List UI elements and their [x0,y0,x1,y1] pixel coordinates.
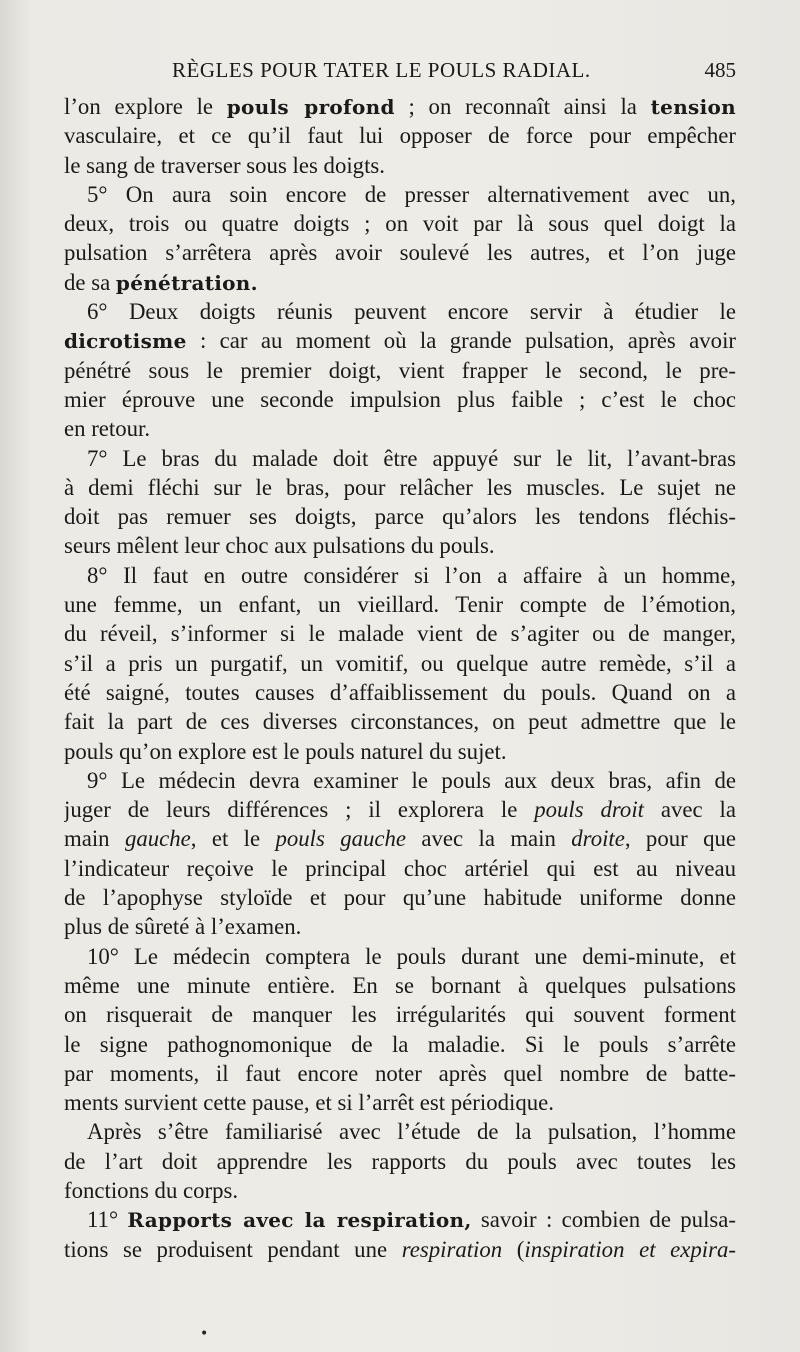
text-run: seurs mêlent leur choc aux pulsations du pouls. [64,533,495,559]
text-run: mier éprouve une seconde impulsion plus faible ; c’est le choc [64,386,736,412]
text-line [64,1000,736,1029]
text-line [64,121,736,150]
text-line [64,795,736,824]
italic-term: pouls gauche [275,826,407,852]
text-run: le sang de traverser sous les doigts. [64,152,385,178]
text-line [64,942,736,971]
text-line [64,1205,736,1234]
italic-term: respiration [401,1236,503,1262]
text-line [64,268,736,297]
italic-term: pouls droit [534,797,644,823]
text-run: de l’apophyse styloïde et pour qu’une habitude uniforme donne [64,885,736,911]
text-run: ( [502,1236,525,1262]
text-line [64,1176,736,1205]
text-line [64,912,736,941]
text-line [64,590,736,619]
text-run: ; on reconnaît ainsi la [394,94,651,119]
text-run: l’indicateur reçoive le principal choc artériel qui est au niveau [64,855,736,881]
text-run: , pour que [624,826,736,852]
text-run: 5° On aura soin encore de presser alternativement avec un, [87,181,736,207]
body-text [64,92,736,1264]
running-title: RÈGLES POUR TATER LE POULS RADIAL. [172,58,591,82]
text-line [64,238,736,267]
text-line [64,766,736,795]
text-line [64,1117,736,1146]
text-line [64,502,736,531]
page-number: 485 [704,58,736,82]
text-run: on risquerait de manquer les irrégularités qui souvent forment [64,1002,736,1028]
text-line [64,1088,736,1117]
text-run: 9° Le médecin devra examiner le pouls aux deux bras, afin de [87,767,736,793]
text-run: par moments, il faut encore noter après quel nombre de batte- [64,1060,736,1086]
text-run: savoir : combien de pulsa- [471,1207,736,1233]
text-line [64,385,736,414]
text-run: 10° Le médecin comptera le pouls durant une demi-minute, et [87,943,736,969]
text-run: avec la main [406,826,572,852]
text-run: plus de sûreté à l’examen. [64,914,302,940]
text-run: à demi fléchi sur le bras, pour relâcher les muscles. Le sujet ne [64,474,736,500]
text-run: de sa [64,269,116,295]
text-run: été saigné, toutes causes d’affaiblissement du pouls. Quand on a [64,679,736,705]
text-run: fonctions du corps. [64,1177,239,1203]
text-run: : car au moment où la grande pulsation, après avoir [186,328,736,354]
text-line [64,707,736,736]
text-run: main [64,826,125,852]
text-line [64,1235,736,1264]
text-run: 6° Deux doigts réunis peuvent encore servir à étudier le [87,299,736,325]
text-run: doit pas remuer ses doigts, parce qu’alors les tendons fléchis- [64,504,736,530]
text-line [64,1059,736,1088]
text-run: Après s’être familiarisé avec l’étude de la pulsation, l’homme [87,1119,736,1145]
text-run: 8° Il faut en outre considérer si l’on a affaire à un homme, [87,562,736,588]
text-line [64,678,736,707]
text-run: 7° Le bras du malade doit être appuyé sur le lit, l’avant-bras [87,445,736,471]
text-line [64,883,736,912]
text-run: , et le [190,826,276,852]
text-line [64,854,736,883]
text-run: s’il a pris un purgatif, un vomitif, ou quelque autre remède, s’il a [64,650,736,676]
text-run: fait la part de ces diverses circonstances, on peut admettre que le [64,709,736,735]
text-run: ments survient cette pause, et si l’arrêt est périodique. [64,1090,554,1116]
text-run: avec la [644,797,736,823]
text-line [64,297,736,326]
text-run: vasculaire, et ce qu’il faut lui opposer de force pour empêcher [64,123,736,149]
text-line [64,444,736,473]
text-run: le signe pathognomonique de la maladie. Si le pouls s’arrête [64,1031,736,1057]
text-line [64,151,736,180]
italic-term: droite [571,826,625,852]
text-run: pénétré sous le premier doigt, vient frapper le second, le pre- [64,357,736,383]
text-run: 11° [87,1207,128,1233]
text-line [64,824,736,853]
bold-term: tension [650,95,736,119]
bold-term: pénétration. [115,270,258,295]
text-run: du réveil, s’informer si le malade vient de s’agiter ou de manger, [64,621,736,647]
text-run: une femme, un enfant, un vieillard. Tenir compte de l’émotion, [64,592,736,618]
text-run: tions se produisent pendant une [64,1236,402,1262]
text-line [64,971,736,1000]
text-line [64,356,736,385]
text-run: de l’art doit apprendre les rapports du pouls avec toutes les [64,1148,736,1174]
footer-mark: • [200,1326,209,1342]
text-run: juger de leurs différences ; il explorera le [64,797,535,823]
text-line [64,473,736,502]
text-line [64,737,736,766]
text-run: l’on explore le [64,94,227,119]
text-line [64,326,736,355]
text-run: deux, trois ou quatre doigts ; on voit par là sous quel doigt la [64,211,736,237]
text-line [64,1147,736,1176]
text-run: même une minute entière. En se bornant à quelques pulsations [64,972,736,998]
text-line [64,180,736,209]
text-line [64,1030,736,1059]
text-line [64,92,736,121]
text-line [64,531,736,560]
italic-term: inspiration et expira- [524,1236,736,1262]
text-run: pulsation s’arrêtera après avoir soulevé les autres, et l’on juge [64,240,736,266]
bold-term: dicrotisme [64,329,187,354]
text-line [64,649,736,678]
text-line [64,414,736,443]
bold-term: pouls profond [226,95,395,119]
bold-term: Rapports avec la respiration, [127,1208,472,1233]
text-run: en retour. [64,416,151,442]
italic-term: gauche [124,826,191,852]
text-line [64,619,736,648]
text-line [64,209,736,238]
page-header [64,58,736,86]
text-run: pouls qu’on explore est le pouls naturel du sujet. [64,738,507,764]
text-line [64,561,736,590]
